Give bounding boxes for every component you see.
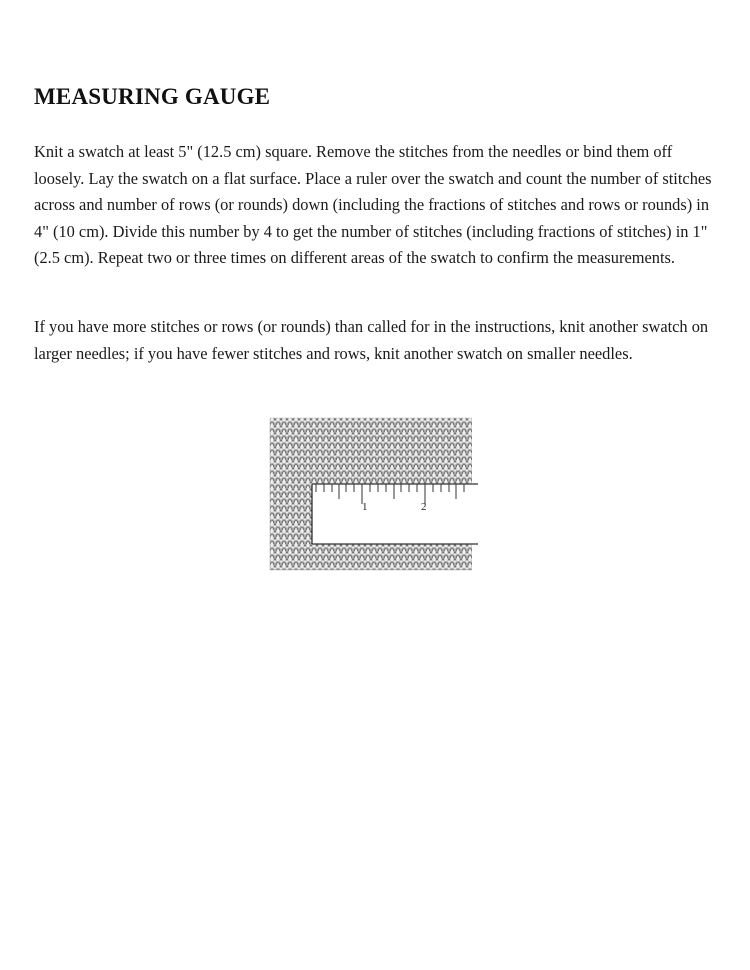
ruler <box>312 484 478 544</box>
page-title: MEASURING GAUGE <box>34 84 271 109</box>
swatch-ruler-illustration <box>266 414 478 574</box>
gauge-instructions-paragraph: Knit a swatch at least 5" (12.5 cm) square. Remove the stitches from the needles or bind them off loosely. Lay the swatch on a flat surface. Place a ruler over the swatch and count the number of stitches across and number of rows (or rounds) down (including the fractions of stitches and rows or rounds) in 4" (10 cm). Divide this number by 4 to get the number of stitches (including fractions of stitches) in 1" (2.5 cm). Repeat two or three times on different areas of the swatch to confirm the measurements. <box>34 142 712 267</box>
needle-adjustment-paragraph: If you have more stitches or rows (or rounds) than called for in the instructions, knit another swatch on larger needles; if you have fewer stitches and rows, knit another swatch on smaller needles. <box>34 317 709 363</box>
ruler-label-2: 2 <box>421 501 427 513</box>
ruler-label-1: 1 <box>362 501 368 513</box>
